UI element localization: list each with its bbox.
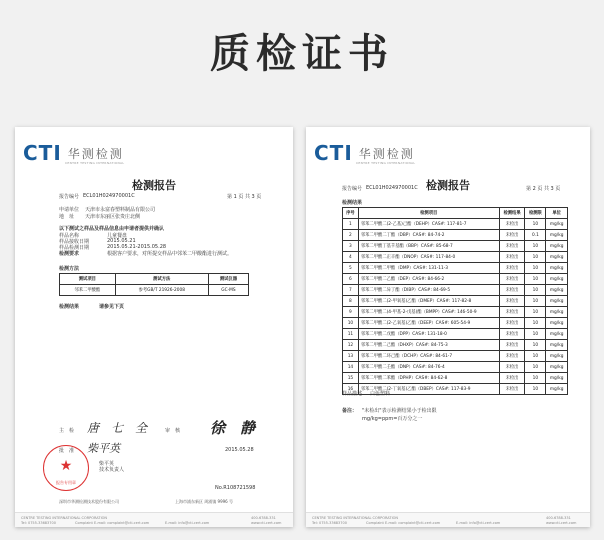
report-no: ECL01H024970001C [366, 185, 418, 191]
results-cell: 10 [525, 351, 546, 362]
results-cell: 10 [525, 340, 546, 351]
results-table [342, 207, 568, 395]
footer-hotline: 400-6788-331 [546, 516, 571, 520]
address-line: 上海市浦东新区 周浦镇 9996 号 [175, 499, 233, 504]
results-cell: 10 [525, 274, 546, 285]
sample-name: 儿童餐盘 [107, 233, 128, 239]
editor-label: 主 检 [59, 428, 75, 434]
results-cell: 10 [525, 329, 546, 340]
approver-label: 批 准 [59, 448, 75, 454]
results-cell: 未检出 [499, 263, 525, 274]
results-header-row [343, 208, 568, 219]
results-cell: 未检出 [499, 373, 525, 384]
results-cell: 未检出 [499, 285, 525, 296]
applicant-label: 申请单位 [59, 207, 80, 213]
results-row [343, 230, 568, 241]
results-cell: 未检出 [499, 230, 525, 241]
results-row [343, 340, 568, 351]
applicant: 天津市永富春塑料制品有限公司 [85, 207, 156, 213]
results-cell: mg/kg [546, 318, 568, 329]
results-cell: mg/kg [546, 329, 568, 340]
method-cell: 参考GB/T 21926-2008 [115, 285, 208, 296]
method-table [59, 273, 249, 296]
results-cell: 10 [525, 318, 546, 329]
results-cell: 邻苯二甲酸二正辛酯（DNOP）CAS#: 117-84-0 [358, 252, 499, 263]
logo-mark: CTI [23, 141, 62, 165]
report-no: ECL01H024970001C [83, 193, 135, 199]
results-cell: mg/kg [546, 219, 568, 230]
results-cell: 未检出 [499, 252, 525, 263]
sample-name-label: 样品名称 [59, 233, 80, 239]
method-cell: GC-MS [208, 285, 248, 296]
results-cell: 邻苯二甲酸二环己酯（DCHP）CAS#: 84-61-7 [358, 351, 499, 362]
results-row [343, 241, 568, 252]
footer-hotline: 400-6788-331 [251, 516, 276, 520]
results-row [343, 252, 568, 263]
footer-complaint: Complaint E-mail: complaint@cti-cert.com [366, 521, 441, 525]
results-cell: 邻苯二甲酸二壬酯（DNP）CAS#: 84-76-4 [358, 362, 499, 373]
results-cell: 邻苯二甲酸二异丁酯（DIBP）CAS#: 84-69-5 [358, 285, 499, 296]
results-cell: 邻苯二甲酸二(2-乙氧基)乙酯（DEEP）CAS#: 605-54-9 [358, 318, 499, 329]
results-cell: 14 [343, 362, 359, 373]
results-cell: 邻苯二甲酸二(2-甲氧基)乙酯（DMEP）CAS#: 117-82-8 [358, 296, 499, 307]
footer-email: E-mail: info@cti-cert.com [165, 521, 210, 525]
method-header-cell: 测试方法 [115, 274, 208, 285]
results-header-cell: 检测项目 [358, 208, 499, 219]
logo-cn-name: 华测检测 [67, 146, 124, 161]
results-cell: 10 [525, 241, 546, 252]
results-cell: mg/kg [546, 307, 568, 318]
approver-title: 技术负责人 [99, 467, 125, 473]
method-row [60, 285, 249, 296]
method-cell: 邻苯二甲酸酯 [60, 285, 116, 296]
cti-logo [23, 141, 124, 165]
reviewer-signature: 徐 静 [210, 419, 256, 437]
results-cell: 邻苯二甲酸二(4-甲基-2-戊基)酯（BMPP）CAS#: 146-50-9 [358, 307, 499, 318]
results-cell: 未检出 [499, 318, 525, 329]
notice: 以下测试之样品及样品信息由申请者提供并确认 [59, 226, 165, 232]
results-row [343, 329, 568, 340]
results-header-cell: 序号 [343, 208, 359, 219]
results-row [343, 307, 568, 318]
footer-site: www.cti-cert.com [546, 521, 577, 525]
results-cell: mg/kg [546, 351, 568, 362]
result-label: 检测结果 [59, 304, 80, 310]
results-cell: 16 [343, 384, 359, 395]
test-period: 2015.05.21-2015.05.28 [107, 244, 167, 250]
footer-tel: Tel: 0755-33683700 [312, 521, 347, 525]
results-cell: 7 [343, 285, 359, 296]
footer-company: CENTRE TESTING INTERNATIONAL CORPORATION [21, 516, 107, 520]
company-line: 深圳市华测检测技术股份有限公司 [59, 499, 119, 504]
results-cell: 6 [343, 274, 359, 285]
results-cell: mg/kg [546, 362, 568, 373]
results-cell: 10 [525, 285, 546, 296]
results-cell: mg/kg [546, 373, 568, 384]
results-cell: 3 [343, 241, 359, 252]
result-section-label: 检测结果 [342, 200, 363, 206]
results-cell: 邻苯二甲酸二(2-乙基)己酯（DEHP）CAS#: 117-81-7 [358, 219, 499, 230]
note-1: "未检出"表示检测结果小于检出限 [362, 408, 437, 414]
results-cell: 未检出 [499, 384, 525, 395]
method-header-cell: 测试仪器 [208, 274, 248, 285]
report-title: 检测报告 [426, 179, 470, 192]
results-cell: mg/kg [546, 285, 568, 296]
results-cell: 10 [525, 373, 546, 384]
footer-company: CENTRE TESTING INTERNATIONAL CORPORATION [312, 516, 398, 520]
logo-cn-name: 华测检测 [358, 146, 415, 161]
results-cell: 5 [343, 263, 359, 274]
results-cell: 15 [343, 373, 359, 384]
address-label: 地 址 [59, 214, 75, 220]
results-cell: 10 [525, 307, 546, 318]
results-cell: 邻苯二甲酸丁基苄基酯（BBP）CAS#: 85-68-7 [358, 241, 499, 252]
received-label: 样品接收日期 [59, 239, 90, 245]
results-cell: 邻苯二甲酸二乙酯（DEP）CAS#: 84-66-2 [358, 274, 499, 285]
test-period-label: 样品检测日期 [59, 245, 90, 251]
serial-number: No.R108721598 [215, 485, 256, 491]
certificate-page-1 [15, 127, 293, 527]
method-header-cell: 测试项目 [60, 274, 116, 285]
results-cell: 12 [343, 340, 359, 351]
results-cell: 未检出 [499, 340, 525, 351]
notes-label: 备注： [342, 408, 358, 414]
results-cell: 邻苯二甲酸二(2-丁氧基)乙酯（DBEP）CAS#: 117-83-9 [358, 384, 499, 395]
stamp-star-icon: ★ [59, 458, 73, 474]
results-cell: 1 [343, 219, 359, 230]
logo-en-name: CENTRE TESTING INTERNATIONAL [356, 161, 416, 165]
footer-complaint: Complaint E-mail: complaint@cti-cert.com [75, 521, 150, 525]
result-value: 请参见下页 [99, 304, 125, 310]
results-cell: mg/kg [546, 263, 568, 274]
certificate-page-2 [306, 127, 590, 527]
results-cell: 邻苯二甲酸二苯酯（DPHP）CAS#: 84-62-8 [358, 373, 499, 384]
results-cell: 邻苯二甲酸二甲酯（DMP）CAS#: 131-11-3 [358, 263, 499, 274]
results-cell: 0.1 [525, 230, 546, 241]
results-cell: 13 [343, 351, 359, 362]
results-cell: 邻苯二甲酸二丁酯（DBP）CAS#: 84-74-2 [358, 230, 499, 241]
results-cell: 10 [525, 263, 546, 274]
results-cell: 邻苯二甲酸二己酯（DHXP）CAS#: 84-75-3 [358, 340, 499, 351]
logo-mark: CTI [314, 141, 353, 165]
results-row [343, 318, 568, 329]
results-row [343, 219, 568, 230]
address: 天津市东丽区张贵庄北侧 [85, 214, 141, 220]
results-cell: mg/kg [546, 252, 568, 263]
results-cell: 10 [343, 318, 359, 329]
results-cell: mg/kg [546, 296, 568, 307]
results-cell: mg/kg [546, 384, 568, 395]
results-cell: 未检出 [499, 362, 525, 373]
page1-footer [15, 512, 293, 527]
results-row [343, 285, 568, 296]
footer-tel: Tel: 0755-33683700 [21, 521, 56, 525]
results-cell: mg/kg [546, 230, 568, 241]
received-date: 2015.05.21 [107, 238, 136, 244]
results-cell: 4 [343, 252, 359, 263]
cti-logo [314, 141, 415, 165]
page-heading: 质检证书 [210, 31, 394, 77]
page-info: 第 1 页 共 3 页 [227, 194, 262, 200]
results-cell: 10 [525, 362, 546, 373]
results-cell: 未检出 [499, 241, 525, 252]
results-cell: 10 [525, 252, 546, 263]
results-cell: mg/kg [546, 340, 568, 351]
results-row [343, 362, 568, 373]
report-no-label: 报告编号 [342, 186, 363, 192]
results-cell: 11 [343, 329, 359, 340]
results-row [343, 296, 568, 307]
results-cell: 2 [343, 230, 359, 241]
approver-name: 柴平英 [99, 461, 115, 467]
reviewer-label: 审 核 [165, 428, 181, 434]
results-cell: 未检出 [499, 307, 525, 318]
results-cell: 9 [343, 307, 359, 318]
report-title: 检测报告 [132, 179, 176, 192]
results-row [343, 351, 568, 362]
results-row [343, 263, 568, 274]
results-row [343, 274, 568, 285]
sample-desc: 白色塑料 [370, 391, 391, 397]
stamp-text: 报告专用章 [56, 480, 76, 485]
results-cell: 未检出 [499, 274, 525, 285]
footer-site: www.cti-cert.com [251, 521, 282, 525]
official-stamp [43, 445, 89, 491]
method-header-row [60, 274, 249, 285]
results-cell: 邻苯二甲酸二戊酯（DPP）CAS#: 131-18-0 [358, 329, 499, 340]
page2-footer [306, 512, 590, 527]
results-cell: 未检出 [499, 219, 525, 230]
results-cell: 10 [525, 384, 546, 395]
logo-en-name: CENTRE TESTING INTERNATIONAL [65, 161, 125, 165]
note-2: mg/kg=ppm=百万分之一 [362, 416, 423, 422]
results-cell: 10 [525, 219, 546, 230]
results-cell: 10 [525, 296, 546, 307]
editor-signature: 唐 七 全 [87, 421, 148, 435]
approver-signature: 柴平英 [87, 442, 120, 455]
report-date: 2015.05.28 [225, 447, 254, 453]
results-cell: 未检出 [499, 329, 525, 340]
results-header-cell: 检测限 [525, 208, 546, 219]
request-text: 根据客户要求，对所提交样品中邻苯二甲酸酯进行测试。 [107, 251, 233, 257]
results-row [343, 373, 568, 384]
method-section-label: 检测方法 [59, 266, 80, 272]
results-cell: 未检出 [499, 296, 525, 307]
results-cell: 8 [343, 296, 359, 307]
sample-desc-label: 样品描述 [342, 391, 363, 397]
page-info: 第 2 页 共 3 页 [526, 186, 561, 192]
results-cell: mg/kg [546, 274, 568, 285]
results-cell: mg/kg [546, 241, 568, 252]
results-header-cell: 单位 [546, 208, 568, 219]
results-cell: 未检出 [499, 351, 525, 362]
footer-email: E-mail: info@cti-cert.com [456, 521, 501, 525]
request-label: 检测要求 [59, 251, 80, 257]
results-header-cell: 检测结果 [499, 208, 525, 219]
report-no-label: 报告编号 [59, 194, 80, 200]
